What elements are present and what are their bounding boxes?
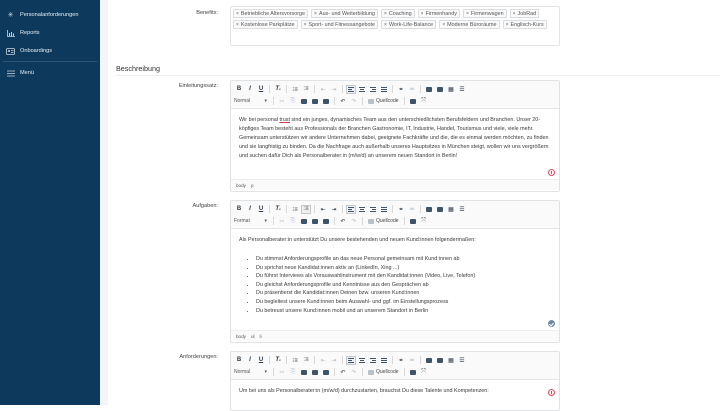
aufgaben-editor [230,200,560,343]
link-icon[interactable]: ⚭ [398,357,404,364]
remove-tag-icon[interactable]: × [466,11,469,17]
sidebar-divider [3,61,97,62]
paste-word-icon[interactable] [321,97,331,106]
benefit-tag[interactable]: × Firmenwagen [463,9,507,18]
table-icon[interactable]: ▦ [448,357,454,364]
remove-tag-icon[interactable]: × [420,11,424,17]
image-icon[interactable] [424,85,434,94]
horizontal-rule-icon[interactable]: ☰ [459,86,465,93]
benefits-label: Benefits: [196,10,218,16]
align-left-button[interactable] [346,356,356,365]
list-item: • Du führst Interviews als Vorauswahlinstrument mit den Kandidat:innen (Video, Live, Telefon) [256,272,551,281]
align-center-button[interactable] [357,205,367,214]
bullet-list-button[interactable]: :≡ [303,86,309,92]
list-item: • Du sprichst neue Kandidat:innen aktiv an (LinkedIn, Xing ...) [256,264,551,273]
list-item: • Du präsentierst die Kandidat:innen Deinen bzw. unseren Kund:innen [256,289,551,298]
media-icon[interactable] [435,85,445,94]
benefit-tag[interactable]: × Moderne Büroräume [439,20,499,29]
sidebar [0,0,100,405]
list-item: • Du begleitest unsere Kund:innen beim Auswahl- und ggf. im Einstellungsprozess [256,298,551,307]
document-icon [368,219,374,224]
source-code-button[interactable]: Quellcode [366,369,401,375]
cut-icon[interactable]: ✂ [279,218,285,225]
paste-text-icon[interactable] [310,97,320,106]
error-status-icon [548,389,555,396]
list-item: • Du gleichst Anforderungsprofile und Kenntnisse aus den Gesprächen ab [256,281,551,290]
bold-button[interactable]: B [236,206,242,212]
cut-icon[interactable]: ✂ [279,98,285,105]
sidebar-item-reports[interactable] [6,26,40,40]
dropdown-caret-icon: ▾ [264,369,267,375]
link-icon[interactable]: ⚭ [398,86,404,93]
align-justify-button[interactable] [379,205,389,214]
copy-icon[interactable]: ⎘ [290,97,296,104]
numbered-list-button[interactable]: ⁝≡ [292,206,298,213]
unlink-icon[interactable]: ⚮ [409,206,415,213]
align-left-button[interactable] [346,205,356,214]
spellcheck-marked-word: trust [279,117,290,123]
copy-icon[interactable]: ⎘ [290,368,296,375]
source-code-button[interactable]: Quellcode [366,218,401,224]
benefit-tag[interactable]: × Coaching [381,9,415,18]
list-item: • Du stimmst Anforderungsprofile an das neue Personal gemeinsam mit Kund:innen ab [256,255,551,264]
horizontal-rule-icon[interactable]: ☰ [459,206,465,213]
align-justify-button[interactable] [379,85,389,94]
bold-button[interactable]: B [236,357,242,363]
paste-text-icon[interactable] [310,217,320,226]
paste-icon[interactable] [299,217,309,226]
sidebar-item-personalanforderungen[interactable] [6,8,78,22]
error-status-icon [548,169,555,176]
outdent-button[interactable]: ⇤ [320,206,326,213]
list-item: • Du betreust unsere Kund:innen mobil und an unserem Standort in Berlin [256,307,551,316]
editor-toolbar [231,352,559,380]
benefit-tag[interactable]: × Aus- und Weiterbildung [311,9,378,18]
italic-button[interactable]: I [249,86,251,92]
task-list [239,255,551,315]
maximize-icon[interactable]: ⤧ [421,97,426,104]
remove-tag-icon[interactable]: × [236,11,239,17]
format-select[interactable]: Normal ▾ [234,369,267,375]
horizontal-rule-icon[interactable]: ☰ [459,357,465,364]
indent-button[interactable]: ⇥ [331,86,337,93]
editor-content[interactable]: Als Personalberater:in unterstützt Du unsere bestehenden und neuen Kund:innen folgendermaßen: • Du stimmst Anforderungsprofile an das neue Personal gemeinsam mit Kund:innen ab • Du sprichst neue Kandidat:innen aktiv an (LinkedIn, Xing ...) • Du führst Interviews als Vorauswahlinstrument mit den Kandidat:innen (Video, Live, Telefon) • Du gleichst Anforderungsprofile und Kenntnisse aus den Gesprächen ab • Du präsentierst die Kandidat:innen Deinen bzw. unseren Kund:innen • Du begleitest unsere Kund:innen beim Auswahl- und ggf. im Einstellungsprozess • Du betreust unsere Kund:innen mobil und an unserem Standort in Berlin [231,229,559,330]
indent-button[interactable]: ⇥ [331,206,337,213]
benefit-tag[interactable]: × JobRad [510,9,540,18]
aufgaben-label: Aufgaben: [192,203,218,209]
paste-text-icon[interactable] [310,368,320,377]
image-icon[interactable] [424,205,434,214]
editor-toolbar [231,81,559,109]
numbered-list-button[interactable]: ⁝≡ [292,357,298,364]
paste-word-icon[interactable] [321,217,331,226]
sidebar-item-onboardings[interactable] [6,44,52,58]
redo-icon[interactable]: ↷ [351,98,357,105]
underline-button[interactable]: U [258,357,264,363]
undo-icon[interactable]: ↶ [340,369,346,376]
einleitungssatz-editor [230,80,560,192]
paste-icon[interactable] [299,97,309,106]
align-right-button[interactable] [368,356,378,365]
maximize-icon[interactable]: ⤧ [421,217,426,224]
align-right-button[interactable] [368,205,378,214]
maximize-icon[interactable]: ⤧ [421,368,426,375]
outdent-button[interactable]: ⇤ [320,357,326,364]
id-card-icon [6,47,15,55]
format-select[interactable]: Format ▾ [234,218,267,224]
redo-icon[interactable]: ↷ [351,369,357,376]
editor-content[interactable]: Wir bei personal trust sind ein junges, dynamisches Team aus den unterschiedlichsten Berufsfeldern und Branchen. Unser 20-köpfiges Team besteht aus Professionals der Branchen Gastronomie, IT, Industrie, Handel, Tourismus und viele, viele mehr. Gemeinsam unterstützen wir andere Unternehmen dabei, geeignete Fachkräfte und die, die es einmal werden möchten, zu finden und sie langfristig zu binden. Da die Nachfrage auch außerhalb unseres Hauptsitzes in München steigt, wollen wir uns vergrößern und suchen dafür Dich als Personalberater:in (m/w/d) an unserem neuen Standort in Berlin! [231,109,559,179]
sidebar-menu-button[interactable] [6,66,34,80]
underline-button[interactable]: U [258,206,264,212]
preview-icon[interactable] [408,368,418,377]
anforderungen-editor [230,351,560,411]
preview-icon[interactable] [408,97,418,106]
valid-status-icon [548,320,555,327]
editor-content[interactable]: Um bei uns als Personalberater:in (m/w/d) durchzustarten, brauchst Du diese Talente und Kompetenzen: [231,380,559,410]
outdent-button[interactable]: ⇤ [320,86,326,93]
preview-icon[interactable] [408,217,418,226]
media-icon[interactable] [435,356,445,365]
bar-chart-icon [6,29,15,37]
clear-format-button[interactable]: T x [275,206,281,212]
sidebar-item-label: Onboardings [20,48,53,54]
einleitungssatz-label: Einleitungssatz: [178,83,218,89]
table-icon[interactable]: ▦ [448,86,454,93]
remove-tag-icon[interactable]: × [512,11,516,17]
benefit-tag[interactable]: × Betriebliche Altersvorsorge [233,9,308,18]
paste-icon[interactable] [299,368,309,377]
numbered-list-button[interactable]: ⁝≡ [292,86,298,93]
bold-button[interactable]: B [236,86,242,92]
align-right-button[interactable] [368,85,378,94]
clear-format-button[interactable]: T x [275,86,281,92]
benefit-tag[interactable]: × Sport- und Fitnessangebote [301,20,378,29]
dropdown-caret-icon: ▾ [264,98,267,104]
element-path: body ul li [231,330,559,341]
italic-button[interactable]: I [249,206,251,212]
copy-icon[interactable]: ⎘ [290,217,296,224]
remove-tag-icon[interactable]: × [314,11,317,17]
undo-icon[interactable]: ↶ [340,98,346,105]
align-justify-button[interactable] [379,356,389,365]
source-code-button[interactable]: Quellcode [366,98,401,104]
indent-button[interactable]: ⇥ [331,357,337,364]
align-left-button[interactable] [346,85,356,94]
align-center-button[interactable] [357,356,367,365]
clear-format-button[interactable]: T x [275,357,281,363]
table-icon[interactable]: ▦ [448,206,454,213]
remove-tag-icon[interactable]: × [303,22,307,28]
align-center-button[interactable] [357,85,367,94]
anforderungen-label: Anforderungen: [179,354,218,360]
remove-tag-icon[interactable]: × [236,22,239,28]
unlink-icon[interactable]: ⚮ [409,86,415,93]
sidebar-gutter [100,0,108,405]
paste-word-icon[interactable] [321,368,331,377]
dropdown-caret-icon: ▾ [264,218,267,224]
section-divider [116,75,720,76]
sidebar-item-label: Reports [20,30,40,36]
benefit-tag[interactable]: × Work-Life-Balance [381,20,436,29]
cut-icon[interactable]: ✂ [279,369,285,376]
unlink-icon[interactable]: ⚮ [409,357,415,364]
element-path: body p [231,179,559,190]
remove-tag-icon[interactable]: × [505,22,509,28]
hamburger-icon [6,69,15,77]
sidebar-item-label: Personalanforderungen [20,12,79,18]
benefit-tag[interactable]: × Kostenlose Parkplätze [233,20,298,29]
remove-tag-icon[interactable]: × [384,22,387,28]
sidebar-item-label: Menü [20,70,34,76]
italic-button[interactable]: I [249,357,251,363]
document-icon [368,99,374,104]
remove-tag-icon[interactable]: × [383,11,387,17]
underline-button[interactable]: U [258,86,264,92]
link-icon[interactable]: ⚭ [398,206,404,213]
document-icon [368,370,374,375]
editor-toolbar [231,201,559,229]
snowflake-icon: ✳ [7,12,14,19]
undo-icon[interactable]: ↶ [340,218,346,225]
benefit-tag[interactable]: × Firmenhandy [418,9,460,18]
section-title: Beschreibung [116,64,160,73]
remove-tag-icon[interactable]: × [442,22,446,28]
format-select[interactable]: Normal ▾ [234,98,267,104]
benefits-tag-input[interactable] [230,6,560,46]
image-icon[interactable] [424,356,434,365]
benefit-tag[interactable]: × Englisch-Kurs [503,20,547,29]
media-icon[interactable] [435,205,445,214]
bullet-list-button[interactable]: :≡ [301,205,311,214]
bullet-list-button[interactable]: :≡ [303,357,309,363]
redo-icon[interactable]: ↷ [351,218,357,225]
